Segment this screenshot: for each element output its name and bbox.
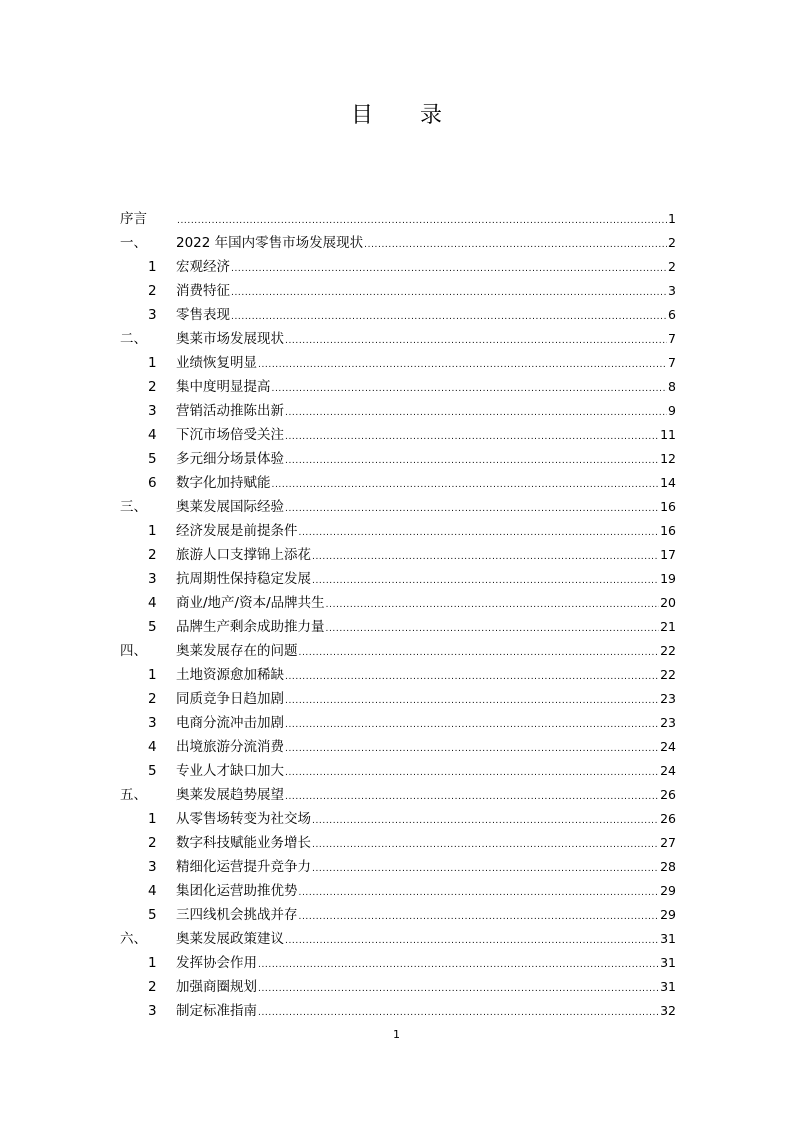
toc-entry-page: 12 <box>660 451 676 466</box>
toc-entry-page: 24 <box>660 739 676 754</box>
toc-entry-number: 5 <box>148 619 157 635</box>
toc-dot-leader <box>231 307 667 323</box>
toc-dot-leader <box>285 451 659 467</box>
toc-entry-page: 27 <box>660 835 676 850</box>
toc-entry[interactable] <box>120 923 676 947</box>
toc-entry-number: 3 <box>148 307 157 323</box>
toc-entry[interactable] <box>120 755 676 779</box>
toc-entry-page: 19 <box>660 571 676 586</box>
toc-entry-number: 6 <box>148 475 157 491</box>
toc-entry-number: 2 <box>148 979 157 995</box>
toc-dot-leader <box>299 643 660 659</box>
toc-dot-leader <box>312 835 659 851</box>
toc-entry-title: 同质竞争日趋加剧 <box>176 691 284 707</box>
toc-entry-number: 3 <box>148 715 157 731</box>
toc-entry-page: 3 <box>668 283 676 298</box>
toc-entry-number: 1 <box>148 355 157 371</box>
toc-entry-page: 31 <box>660 931 676 946</box>
toc-dot-leader <box>285 763 659 779</box>
toc-entry-title: 品牌生产剩余成助推力量 <box>176 619 325 635</box>
toc-dot-leader <box>285 403 667 419</box>
toc-dot-leader <box>299 883 660 899</box>
toc-entry-page: 8 <box>668 379 676 394</box>
toc-dot-leader <box>258 355 667 371</box>
toc-entry[interactable] <box>120 899 676 923</box>
toc-entry-number: 4 <box>148 595 157 611</box>
toc-dot-leader <box>326 619 660 635</box>
toc-dot-leader <box>299 523 660 539</box>
toc-entry-number: 一、 <box>120 235 147 251</box>
toc-entry-number: 3 <box>148 571 157 587</box>
toc-entry-page: 2 <box>668 259 676 274</box>
toc-entry-number: 三、 <box>120 499 147 515</box>
toc-entry-title: 发挥协会作用 <box>176 955 257 971</box>
toc-dot-leader <box>272 379 668 395</box>
toc-entry-title: 奥莱发展存在的问题 <box>176 643 298 659</box>
toc-entry-title: 土地资源愈加稀缺 <box>176 667 284 683</box>
toc-entry-page: 32 <box>660 1003 676 1018</box>
toc-entry-number: 1 <box>148 955 157 971</box>
toc-entry-page: 17 <box>660 547 676 562</box>
toc-entry-number: 4 <box>148 427 157 443</box>
toc-entry-page: 31 <box>660 979 676 994</box>
toc-entry-title: 专业人才缺口加大 <box>176 763 284 779</box>
toc-dot-leader <box>231 259 667 275</box>
toc-dot-leader <box>285 931 659 947</box>
toc-entry[interactable] <box>120 731 676 755</box>
toc-entry[interactable] <box>120 971 676 995</box>
toc-entry-title: 抗周期性保持稳定发展 <box>176 571 311 587</box>
toc-dot-leader <box>258 955 659 971</box>
toc-entry[interactable] <box>120 779 676 803</box>
toc-entry-title: 加强商圈规划 <box>176 979 257 995</box>
toc-dot-leader <box>312 859 659 875</box>
toc-dot-leader <box>312 571 659 587</box>
toc-entry[interactable] <box>120 611 676 635</box>
toc-entry[interactable] <box>120 827 676 851</box>
toc-entry-page: 21 <box>660 619 676 634</box>
toc-entry[interactable] <box>120 515 676 539</box>
toc-entry-number: 3 <box>148 1003 157 1019</box>
toc-dot-leader <box>285 667 659 683</box>
toc-dot-leader <box>299 907 660 923</box>
toc-entry-page: 23 <box>660 691 676 706</box>
toc-entry-title: 营销活动推陈出新 <box>176 403 284 419</box>
toc-entry[interactable] <box>120 803 676 827</box>
toc-entry[interactable] <box>120 707 676 731</box>
toc-entry-title: 精细化运营提升竞争力 <box>176 859 311 875</box>
toc-entry[interactable] <box>120 395 676 419</box>
toc-entry[interactable] <box>120 947 676 971</box>
toc-entry-title: 集团化运营助推优势 <box>176 883 298 899</box>
toc-dot-leader <box>285 691 659 707</box>
toc-entry[interactable] <box>120 563 676 587</box>
toc-entry-title: 旅游人口支撑锦上添花 <box>176 547 311 563</box>
toc-entry[interactable] <box>120 683 676 707</box>
toc-entry-page: 16 <box>660 499 676 514</box>
toc-entry[interactable] <box>120 659 676 683</box>
toc-entry[interactable] <box>120 443 676 467</box>
toc-entry-title: 下沉市场倍受关注 <box>176 427 284 443</box>
page-number: 1 <box>393 1028 400 1041</box>
toc-entry[interactable] <box>120 539 676 563</box>
toc-entry-number: 1 <box>148 259 157 275</box>
toc-entry[interactable] <box>120 419 676 443</box>
toc-dot-leader <box>258 979 659 995</box>
toc-entry-page: 22 <box>660 643 676 658</box>
toc-entry-number: 5 <box>148 907 157 923</box>
toc-entry-number: 四、 <box>120 643 147 659</box>
toc-entry[interactable] <box>120 251 676 275</box>
toc-entry-page: 26 <box>660 811 676 826</box>
toc-entry[interactable] <box>120 851 676 875</box>
toc-entry-title: 商业/地产/资本/品牌共生 <box>176 595 325 611</box>
toc-entry[interactable] <box>120 347 676 371</box>
toc-entry-page: 7 <box>668 331 676 346</box>
toc-entry-page: 29 <box>660 907 676 922</box>
toc-entry-title: 经济发展是前提条件 <box>176 523 298 539</box>
toc-entry[interactable] <box>120 467 676 491</box>
toc-entry-page: 2 <box>668 235 676 250</box>
toc-dot-leader <box>231 283 667 299</box>
toc-entry-page: 28 <box>660 859 676 874</box>
toc-entry-title: 零售表现 <box>176 307 230 323</box>
toc-dot-leader <box>258 1003 659 1019</box>
toc-entry-title: 奥莱市场发展现状 <box>176 331 284 347</box>
toc-entry-title: 奥莱发展国际经验 <box>176 499 284 515</box>
page-title: 目 录 <box>351 103 462 128</box>
toc-entry-page: 20 <box>660 595 676 610</box>
toc-dot-leader <box>285 331 667 347</box>
toc-entry-title: 奥莱发展政策建议 <box>176 931 284 947</box>
toc-entry-page: 7 <box>668 355 676 370</box>
toc-entry[interactable] <box>120 587 676 611</box>
toc-entry-page: 26 <box>660 787 676 802</box>
toc-entry-title: 三四线机会挑战并存 <box>176 907 298 923</box>
toc-entry-page: 22 <box>660 667 676 682</box>
toc-entry-title: 数字化加持赋能 <box>176 475 271 491</box>
toc-entry-number: 3 <box>148 403 157 419</box>
toc-entry-number: 1 <box>148 811 157 827</box>
toc-entry-title: 消费特征 <box>176 283 230 299</box>
toc-entry-number: 5 <box>148 451 157 467</box>
toc-entry-page: 9 <box>668 403 676 418</box>
toc-entry-number: 五、 <box>120 787 147 803</box>
toc-entry-page: 1 <box>668 211 676 226</box>
toc-dot-leader <box>177 211 667 227</box>
toc-entry-number: 5 <box>148 763 157 779</box>
toc-entry[interactable] <box>120 875 676 899</box>
toc-dot-leader <box>364 235 667 251</box>
toc-entry-title: 2022 年国内零售市场发展现状 <box>176 235 364 251</box>
toc-entry-page: 23 <box>660 715 676 730</box>
toc-entry-number: 2 <box>148 691 157 707</box>
toc-entry-title: 从零售场转变为社交场 <box>176 811 311 827</box>
toc-entry-title: 制定标准指南 <box>176 1003 257 1019</box>
toc-entry-number: 4 <box>148 883 157 899</box>
toc-entry-number: 二、 <box>120 331 147 347</box>
toc-dot-leader <box>285 715 659 731</box>
toc-entry-number: 4 <box>148 739 157 755</box>
toc-dot-leader <box>312 547 659 563</box>
toc-dot-leader <box>285 787 659 803</box>
toc-entry-page: 24 <box>660 763 676 778</box>
toc-entry-number: 2 <box>148 379 157 395</box>
toc-entry-number: 序言 <box>120 211 147 227</box>
toc-entry[interactable] <box>120 995 676 1019</box>
toc-entry-number: 六、 <box>120 931 147 947</box>
toc-entry-number: 2 <box>148 835 157 851</box>
toc-entry[interactable] <box>120 275 676 299</box>
table-of-contents <box>120 203 676 1019</box>
toc-entry-title: 电商分流冲击加剧 <box>176 715 284 731</box>
toc-entry[interactable] <box>120 323 676 347</box>
toc-entry-title: 出境旅游分流消费 <box>176 739 284 755</box>
toc-entry-number: 3 <box>148 859 157 875</box>
toc-entry-title: 宏观经济 <box>176 259 230 275</box>
toc-dot-leader <box>285 739 659 755</box>
toc-entry-number: 2 <box>148 283 157 299</box>
toc-entry-title: 多元细分场景体验 <box>176 451 284 467</box>
toc-entry-title: 数字科技赋能业务增长 <box>176 835 311 851</box>
toc-entry-page: 11 <box>660 427 676 442</box>
toc-entry[interactable] <box>120 227 676 251</box>
toc-entry[interactable] <box>120 491 676 515</box>
toc-entry-title: 业绩恢复明显 <box>176 355 257 371</box>
toc-entry[interactable] <box>120 203 676 227</box>
toc-entry[interactable] <box>120 635 676 659</box>
toc-entry-page: 6 <box>668 307 676 322</box>
toc-dot-leader <box>285 499 659 515</box>
toc-dot-leader <box>312 811 659 827</box>
toc-entry-number: 1 <box>148 667 157 683</box>
toc-entry-number: 2 <box>148 547 157 563</box>
toc-entry-number: 1 <box>148 523 157 539</box>
toc-entry[interactable] <box>120 371 676 395</box>
toc-entry-page: 14 <box>660 475 676 490</box>
toc-dot-leader <box>272 475 660 491</box>
toc-dot-leader <box>326 595 659 611</box>
toc-entry-page: 29 <box>660 883 676 898</box>
toc-entry-title: 奥莱发展趋势展望 <box>176 787 284 803</box>
toc-entry-page: 16 <box>660 523 676 538</box>
toc-entry[interactable] <box>120 299 676 323</box>
toc-entry-page: 31 <box>660 955 676 970</box>
toc-dot-leader <box>285 427 659 443</box>
toc-entry-title: 集中度明显提高 <box>176 379 271 395</box>
